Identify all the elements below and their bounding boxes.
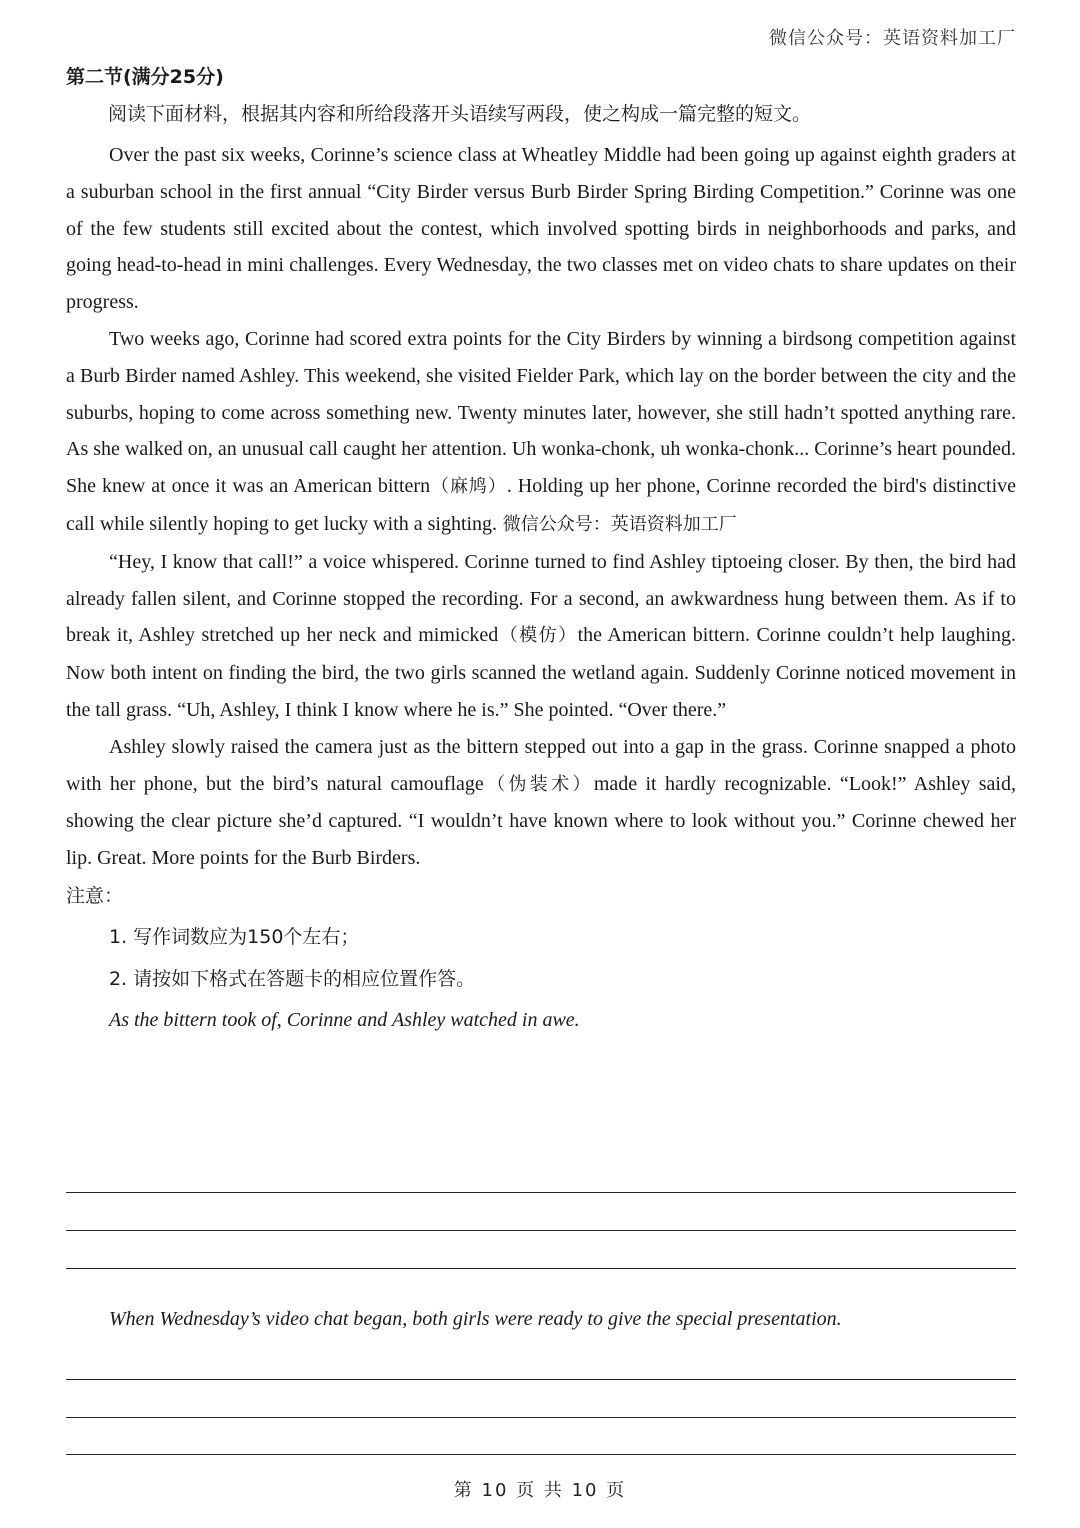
answer-line [66, 1268, 1016, 1269]
continuation-prompt-2: When Wednesday’s video chat began, both girls were ready to give the special presentation. [109, 1308, 842, 1330]
passage-paragraph-4 [66, 729, 1016, 877]
answer-line [66, 1379, 1016, 1380]
answer-line [66, 1192, 1016, 1193]
p4-text-b: made it hardly recognizable. “Look!” Ashley said, showing the clear picture she’d captured. “I wouldn’t have known where to look without you.” Corinne chewed her lip. Great. More points for the Burb Birders. [66, 772, 1016, 870]
page-number: 第 10 页 共 10 页 [453, 1480, 627, 1501]
p2-text-a: Two weeks ago, Corinne had scored extra points for the City Birders by winning a birdsong competition against a Burb Birder named Ashley. This weekend, she visited Fielder Park, which lay on the border between the city and the suburbs, hoping to come across something new. Twenty minutes later, however, she still hadn’t spotted anything rare. As she walked on, an unusual call caught her attention. Uh wonka-chonk, uh wonka-chonk... Corinne’s heart pounded. She knew at once it was an American bittern [66, 327, 1016, 498]
note-item-1: 1. 写作词数应为150个左右； [109, 925, 360, 948]
section-title: 第二节(满分25分) [66, 66, 224, 88]
passage-paragraph-1: Over the past six weeks, Corinne’s science class at Wheatley Middle had been going up against eighth graders at a suburban school in the first annual “City Birder versus Burb Birder Spring Birding Competition.” Corinne was one of the few students still excited about the contest, which involved spotting birds in neighborhoods and parks, and going head-to-head in mini challenges. Every Wednesday, the two classes met on video chats to share updates on their progress. [66, 144, 1016, 314]
section-instruction: 阅读下面材料，根据其内容和所给段落开头语续写两段，使之构成一篇完整的短文。 [108, 103, 812, 125]
p2-text-b: . Holding up her phone, Corinne recorded the bird's distinctive call while silently hoping to get lucky with a sighting. [66, 475, 1017, 535]
p2-chinese-gloss: （麻鸠） [430, 476, 507, 498]
header-watermark: 微信公众号：英语资料加工厂 [769, 28, 1016, 49]
p4-chinese-gloss: （伪装术） [483, 773, 594, 795]
continuation-prompt-1: As the bittern took of, Corinne and Ashley watched in awe. [109, 1008, 580, 1031]
p3-chinese-gloss: （模仿） [498, 625, 578, 647]
passage-paragraph-3 [66, 544, 1016, 729]
note-item-2: 2. 请按如下格式在答题卡的相应位置作答。 [109, 967, 476, 990]
notes-title: 注意： [66, 884, 124, 907]
p3-text-b: the American bittern. Corinne couldn’t help laughing. Now both intent on finding the bird, the two girls scanned the wetland again. Suddenly Corinne noticed movement in the tall grass. “Uh, Ashley, I think I know where he is.” She pointed. “Over there.” [66, 624, 1017, 721]
answer-line [66, 1417, 1016, 1418]
p3-text-a: “Hey, I know that call!” a voice whispered. Corinne turned to find Ashley tiptoeing closer. By then, the bird had already fallen silent, and Corinne stopped the recording. For a second, an awkwardness hung between them. As if to break it, Ashley stretched up her neck and mimicked [66, 550, 1016, 647]
p2-watermark: 微信公众号：英语资料加工厂 [497, 513, 737, 535]
answer-line [66, 1454, 1016, 1455]
page-content [66, 62, 1016, 1035]
p4-text-a: Ashley slowly raised the camera just as the bittern stepped out into a gap in the grass. Corinne snapped a photo with her phone, but the bird’s natural camouflage [66, 735, 1016, 795]
answer-line [66, 1230, 1016, 1231]
passage-paragraph-2 [66, 321, 1016, 544]
